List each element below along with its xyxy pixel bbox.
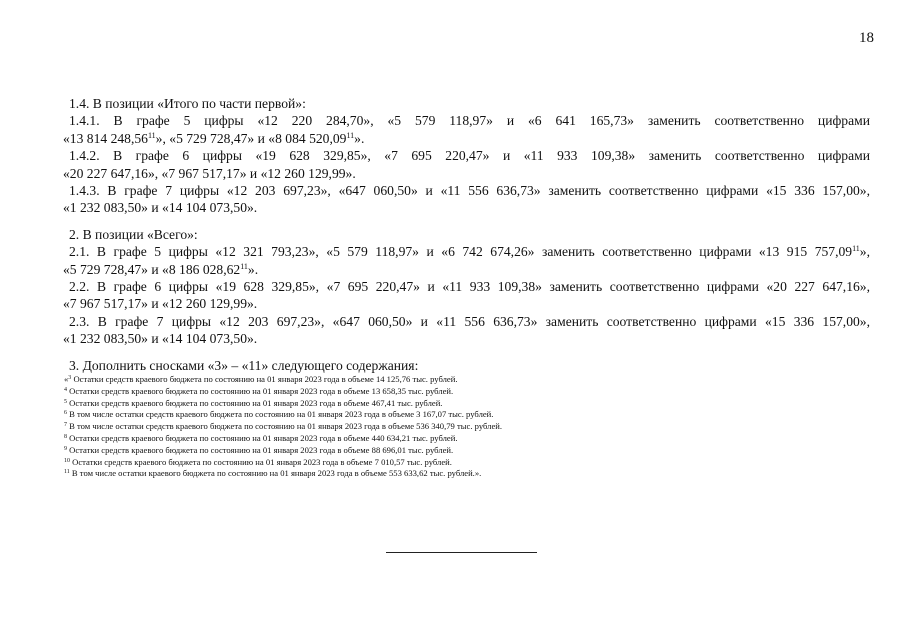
- footnote-item: $^8$ Остатки средств краевого бюджета по состоянию на 01 января 2023 года в объеме 440 634,21 тыс. рублей.: [64, 433, 458, 444]
- paragraph-2-2-line-2: «7 967 517,17» и «12 260 129,99».: [63, 296, 258, 312]
- section-1-4-heading: 1.4. В позиции «Итого по части первой»:: [69, 96, 306, 111]
- footnote-ref: 11: [852, 244, 860, 254]
- paragraph-2-1-line-1: 2.1. В графе 5 цифры «12 321 793,23», «5 579 118,97» и «6 742 674,26» заменить соответственно цифрами «13 915 757,09$^{11}$»,: [69, 244, 870, 260]
- footnote-ref: 11: [346, 130, 355, 140]
- section-2-heading: 2. В позиции «Всего»:: [69, 226, 198, 242]
- paragraph-1-4-2-line-2: «20 227 647,16», «7 967 517,17» и «12 260 129,99».: [63, 165, 356, 181]
- closing-rule: [386, 552, 537, 553]
- document-body: [63, 95, 870, 480]
- footnote-item: $^6$ В том числе остатки средств краевого бюджета по состоянию на 01 января 2023 года в объеме 3 167,07 тыс. рублей.: [64, 409, 494, 420]
- footnote-item: $^9$ Остатки средств краевого бюджета по состоянию на 01 января 2023 года в объеме 88 696,01 тыс. рублей.: [64, 444, 454, 455]
- paragraph-1-4-1-line-1: 1.4.1. В графе 5 цифры «12 220 284,70», «5 579 118,97» и «6 641 165,73» заменить соответственно цифрами: [69, 113, 870, 129]
- footnote-ref: 11: [147, 130, 156, 140]
- section-3-heading: 3. Дополнить сносками «3» – «11» следующего содержания:: [69, 357, 419, 373]
- paragraph-2-3-line-1: 2.3. В графе 7 цифры «12 203 697,23», «647 060,50» и «11 556 636,73» заменить соответственно цифрами «15 336 157,00»,: [69, 313, 870, 329]
- paragraph-1-4-1-line-2: «13 814 248,56$^{11}$», «5 729 728,47» и «8 084 520,09$^{11}$».: [63, 130, 365, 146]
- paragraph-1-4-2-line-1: 1.4.2. В графе 6 цифры «19 628 329,85», «7 695 220,47» и «11 933 109,38» заменить соответственно цифрами: [69, 148, 870, 164]
- paragraph-1-4-3-line-2: «1 232 083,50» и «14 104 073,50».: [63, 200, 258, 216]
- page-number: 18: [859, 30, 874, 46]
- paragraph-2-3-line-2: «1 232 083,50» и «14 104 073,50».: [63, 331, 258, 347]
- paragraph-1-4-3-line-1: 1.4.3. В графе 7 цифры «12 203 697,23», «647 060,50» и «11 556 636,73» заменить соответственно цифрами «15 336 157,00»,: [69, 183, 870, 199]
- footnote-ref: 11: [240, 261, 248, 271]
- footnote-item: $^{11}$ В том числе остатки краевого бюджета по состоянию на 01 января 2023 года в объеме 553 633,62 тыс. рублей.».: [64, 468, 482, 479]
- paragraph-2-2-line-1: 2.2. В графе 6 цифры «19 628 329,85», «7 695 220,47» и «11 933 109,38» заменить соответственно цифрами «20 227 647,16»,: [69, 279, 870, 295]
- footnote-item: «$^3$ Остатки средств краевого бюджета по состоянию на 01 января 2023 года в объеме 14 125,76 тыс. рублей.: [64, 374, 458, 385]
- footnote-item: $^7$ В том числе остатки средств краевого бюджета по состоянию на 01 января 2023 года в объеме 536 340,79 тыс. рублей.: [64, 421, 503, 432]
- paragraph-2-1-line-2: «5 729 728,47» и «8 186 028,62$^{11}$».: [63, 261, 259, 277]
- footnotes-list: [63, 374, 870, 480]
- footnote-item: $^4$ Остатки средств краевого бюджета по состоянию на 01 января 2023 года в объеме 13 658,35 тыс. рублей.: [64, 385, 454, 396]
- footnote-item: $^5$ Остатки средств краевого бюджета по состоянию на 01 января 2023 года в объеме 467,41 тыс. рублей.: [64, 397, 443, 408]
- footnote-item: $^{10}$ Остатки средств краевого бюджета по состоянию на 01 января 2023 года в объеме 7 010,57 тыс. рублей.: [64, 456, 452, 467]
